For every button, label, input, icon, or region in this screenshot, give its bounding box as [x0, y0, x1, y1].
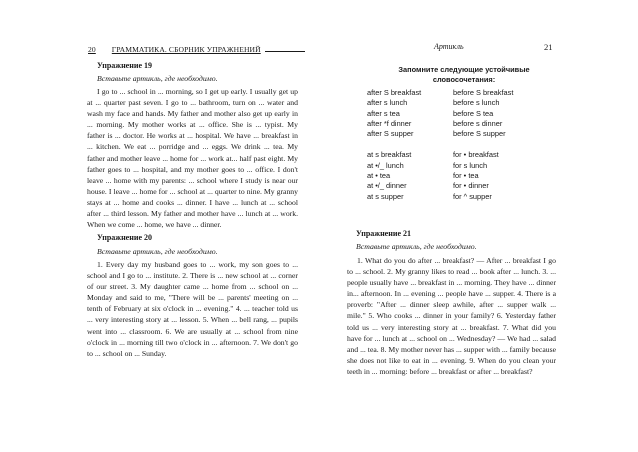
collocation-item: after S breakfast [367, 88, 422, 97]
header-rule [265, 46, 305, 52]
exercise-19-instruction: Вставьте артикль, где необходимо. [97, 74, 218, 83]
collocation-spacer [367, 139, 421, 150]
collocation-item: for s lunch [453, 160, 488, 170]
collocation-item: after s tea [367, 108, 400, 118]
collocation-item: for • dinner [453, 181, 489, 191]
exercise-19-heading: Упражнение 19 [97, 61, 153, 70]
right-header-title: Артикль [434, 42, 464, 51]
collocation-item: at •/_ lunch [367, 160, 404, 170]
collocation-item: for • breakfast [453, 150, 499, 160]
collocations-title-line-2: словосочетания: [432, 74, 496, 84]
collocations-box-title [355, 65, 573, 84]
collocation-item: before S tea [453, 108, 494, 118]
right-page-number: 21 [544, 42, 553, 52]
collocation-item: before s dinner [453, 118, 503, 128]
collocations-right-column [453, 88, 513, 202]
collocations-left-column [367, 88, 421, 202]
collocation-item: for • tea [453, 171, 479, 181]
collocation-item: before S supper [453, 129, 506, 139]
left-header-title: ГРАММАТИКА. СБОРНИК УПРАЖНЕНИЙ [111, 45, 261, 54]
collocation-item: at •/_ dinner [367, 181, 407, 191]
exercise-20-heading: Упражнение 20 [97, 233, 153, 242]
collocation-item: at • tea [367, 171, 391, 181]
collocation-item: after s lunch [367, 98, 408, 108]
exercise-19-text: I go to ... school in ... morning, so I get up early. I usually get up at ... quarter past seven. I go to ... bathroom, turn on ... water and wash my face and hands. My father and mother also get up early in ... morning. My mother works at ... office. She is ... typist. My father is ... doctor. He works at ... hospital. We have ... breakfast in ... kitchen. We eat ... porridge and ... eggs. We drink ... tea. My father and mother leave ... home for ... work at... half past eight. My father goes to ... hospital, and my mother goes to ... office. I don't leave ... home with my parents: ... school where I study is near our house. I leave ... home for ... school at ... quarter to nine. My granny stays at ... home and cooks ... dinner. I have ... lunch at ... school after ... third lesson. My father and mother have ... lunch at ... work. When we come ... home, we have ... dinner. [87, 87, 298, 230]
collocation-item: for ^ supper [453, 191, 492, 201]
left-page-number: 20 [88, 45, 96, 54]
collocation-item: at s supper [367, 191, 404, 201]
collocation-item: at s breakfast [367, 150, 412, 160]
exercise-21-text: 1. What do you do after ... breakfast? — After ... breakfast I go to ... school. 2. My granny likes to read ... book after ... lunch. 3. ... people usually have ... breakfast in ... morning. They have ... dinner in... afternoon. In ... evening ... people have ... supper. 4. There is a proverb: "After ... dinner sleep awhile, after ... supper walk ... mile." 5. Who cooks ... dinner in your family? 6. Yesterday father told us ... very interesting story at ... breakfast. 7. What did you have for ... lunch at ... school on ... Wednesday? — We had ... salad and ... tea. 8. My mother never has ... supper with ... family because she does not like to eat in ... evening. 9. When do you clean your teeth in ... morning: before ... breakfast or after ... breakfast? [347, 256, 556, 376]
collocation-item: before s lunch [453, 98, 500, 108]
collocation-item: after *f dinner [367, 118, 412, 128]
exercise-21-heading: Упражнение 21 [356, 229, 412, 238]
exercise-20-text: 1. Every day my husband goes to ... work, my son goes to ... school and I go to ... institute. 2. There is ... new school at ... corner of our street. 3. My daughter came ... home from ... school on ... Monday and said to me, "There will be ... parents' meeting on ... tenth of February at six o'clock in ... evening." 4. ... teacher told us ... very interesting story at ... lesson. 5. When ... bell rang, ... pupils went into ... classroom. 6. We are usually at ... school from nine o'clock in ... morning till two o'clock in ... afternoon. 7. We don't go to ... school on ... Sunday. [87, 260, 298, 358]
exercise-21-instruction: Вставьте артикль, где необходимо. [356, 242, 477, 251]
collocation-item: before S breakfast [453, 88, 514, 97]
exercise-20-instruction: Вставьте артикль, где необходимо. [97, 247, 218, 256]
collocation-item: after S supper [367, 129, 414, 139]
left-running-head [88, 45, 298, 54]
collocation-spacer [453, 139, 513, 150]
collocations-title-line-1: Запомните следующие устойчивые [398, 65, 530, 74]
